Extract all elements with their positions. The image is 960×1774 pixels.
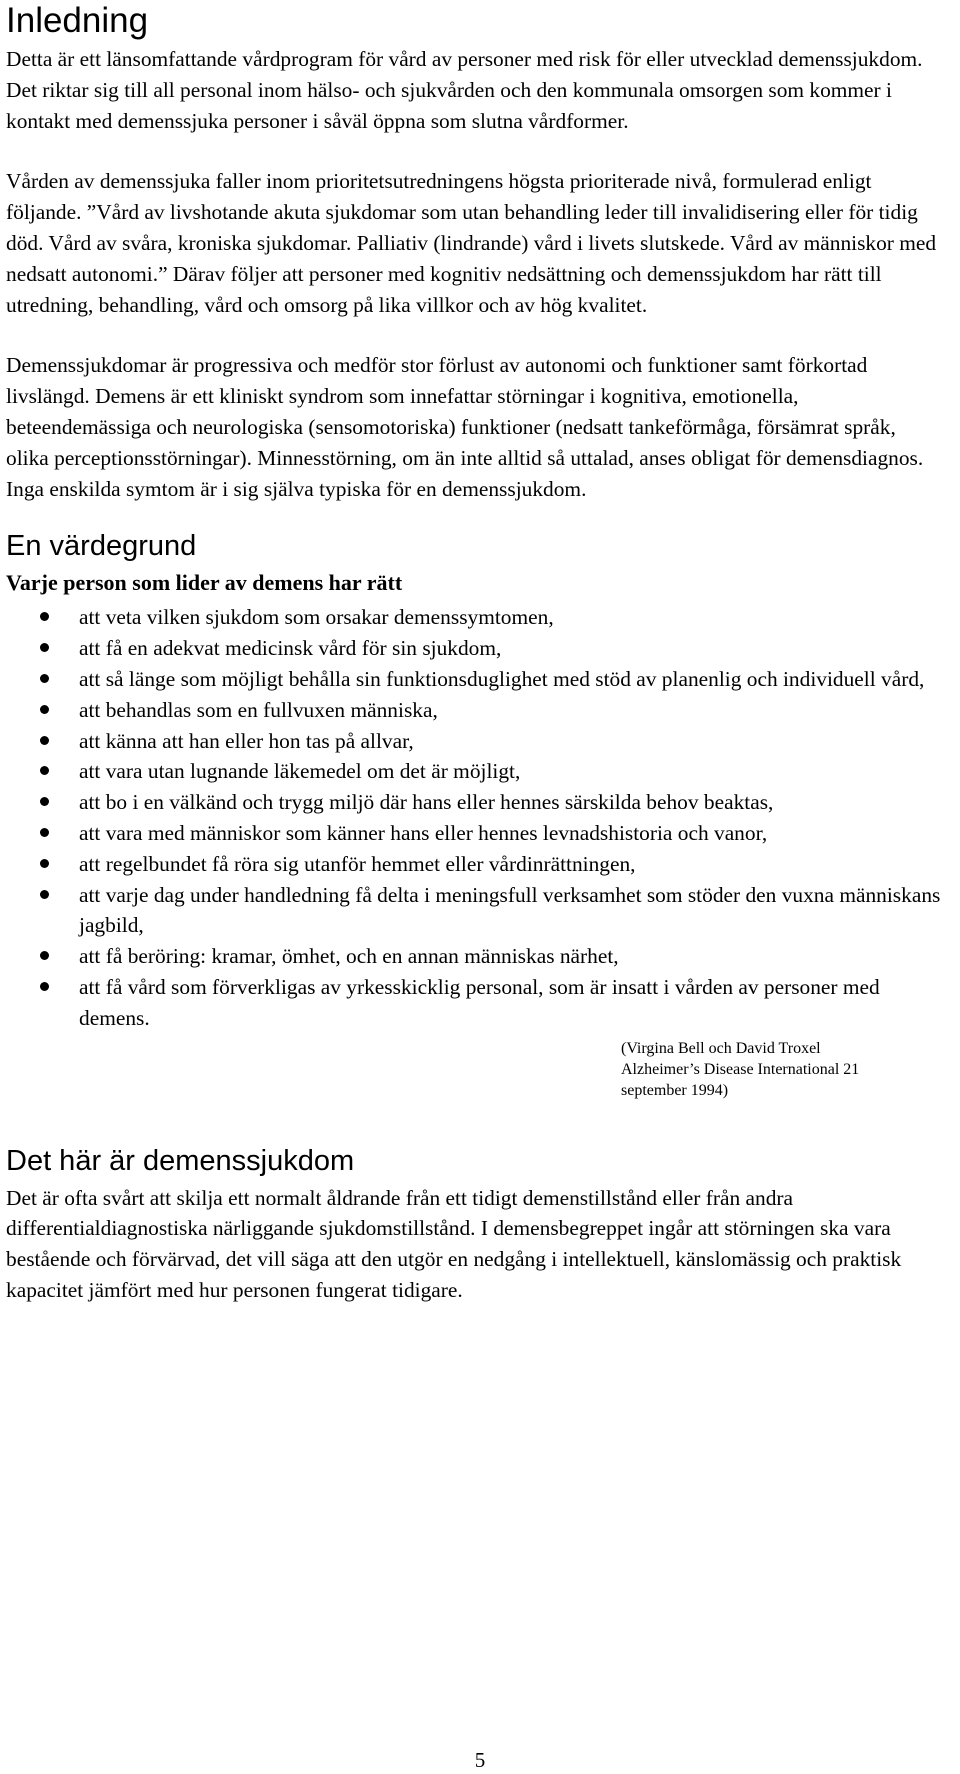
bullet-icon [40,797,49,806]
rights-list [6,602,941,1033]
list-item: att bo i en välkänd och trygg miljö där hans eller hennes särskilda behov beaktas, [6,787,941,818]
list-item: att få en adekvat medicinsk vård för sin sjukdom, [6,633,941,664]
bullet-icon [40,951,49,960]
intro-paragraph-1: Detta är ett länsomfattande vårdprogram för vård av personer med risk för eller utvecklad demenssjukdom. Det riktar sig till all personal inom hälso- och sjukvården och den kommunala omsorgen som kommer i kontakt med demenssjuka personer i såväl öppna som slutna vårdformer. [6,47,923,133]
page-number: 5 [474,1748,486,1772]
list-item: att veta vilken sjukdom som orsakar demenssymtomen, [6,602,941,633]
heading-vardegrund: En värdegrund [6,530,197,563]
bullet-icon [40,766,49,775]
list-item: att så länge som möjligt behålla sin funktionsduglighet med stöd av planenlig och individuell vård, [6,664,941,695]
bullet-icon [40,736,49,745]
list-item: att behandlas som en fullvuxen människa, [6,695,941,726]
list-item: att känna att han eller hon tas på allvar, [6,726,941,757]
dementia-paragraph-1: Det är ofta svårt att skilja ett normalt åldrande från ett tidigt demenstillstånd eller från andra differentialdiagnostiska närliggande sjukdomstillstånd. I demensbegreppet ingår att störningen ska vara bestående och förvärvad, det vill säga att den utgör en nedgång i intellektuell, känslomässig och praktisk kapacitet jämfört med hur personen fungerat tidigare. [6,1185,902,1302]
bullet-icon [40,612,49,621]
list-item: att varje dag under handledning få delta i meningsfull verksamhet som stöder den vuxna människans jagbild, [6,880,941,942]
bullet-icon [40,890,49,899]
citation-line-1: (Virgina Bell och David Troxel [621,1039,821,1057]
intro-paragraph-2: Vården av demenssjuka faller inom prioritetsutredningens högsta prioriterade nivå, formulerad enligt följande. ”Vård av livshotande akuta sjukdomar som utan behandling leder till invalidisering eller för tidig död. Vård av svåra, kroniska sjukdomar. Palliativ (lindrande) vård i livets slutskede. Vård av människor med nedsatt autonomi.” Därav följer att personer med kognitiv nedsättning och demenssjukdom har rätt till utredning, behandling, vård och omsorg på lika villkor och av hög kvalitet. [6,169,937,317]
heading-demenssjukdom: Det här är demenssjukdom [6,1144,355,1177]
list-item: att vara utan lugnande läkemedel om det är möjligt, [6,756,941,787]
bullet-icon [40,705,49,714]
list-item: att regelbundet få röra sig utanför hemmet eller vårdinrättningen, [6,849,941,880]
list-item: att få vård som förverkligas av yrkesskicklig personal, som är insatt i vården av personer med demens. [6,972,941,1034]
heading-inledning: Inledning [6,1,149,40]
bullet-icon [40,982,49,991]
values-lead: Varje person som lider av demens har rätt [6,570,403,596]
bullet-icon [40,828,49,837]
citation-line-2: Alzheimer’s Disease International 21 september 1994) [621,1060,860,1099]
document-page [6,0,941,1306]
intro-paragraph-3: Demenssjukdomar är progressiva och medför stor förlust av autonomi och funktioner samt förkortad livslängd. Demens är ett kliniskt syndrom som innefattar störningar i kognitiva, emotionella, beteendemässiga och neurologiska (sensomotoriska) funktioner (nedsatt tankeförmåga, försämrat språk, olika perceptionsstörningar). Minnesstörning, om än inte alltid så uttalad, anses obligat för demensdiagnos. Inga enskilda symtom är i sig själva typiska för en demenssjukdom. [6,353,924,501]
citation [621,1038,921,1101]
list-item: att vara med människor som känner hans eller hennes levnadshistoria och vanor, [6,818,941,849]
bullet-icon [40,643,49,652]
bullet-icon [40,859,49,868]
list-item: att få beröring: kramar, ömhet, och en annan människas närhet, [6,941,941,972]
bullet-icon [40,674,49,683]
